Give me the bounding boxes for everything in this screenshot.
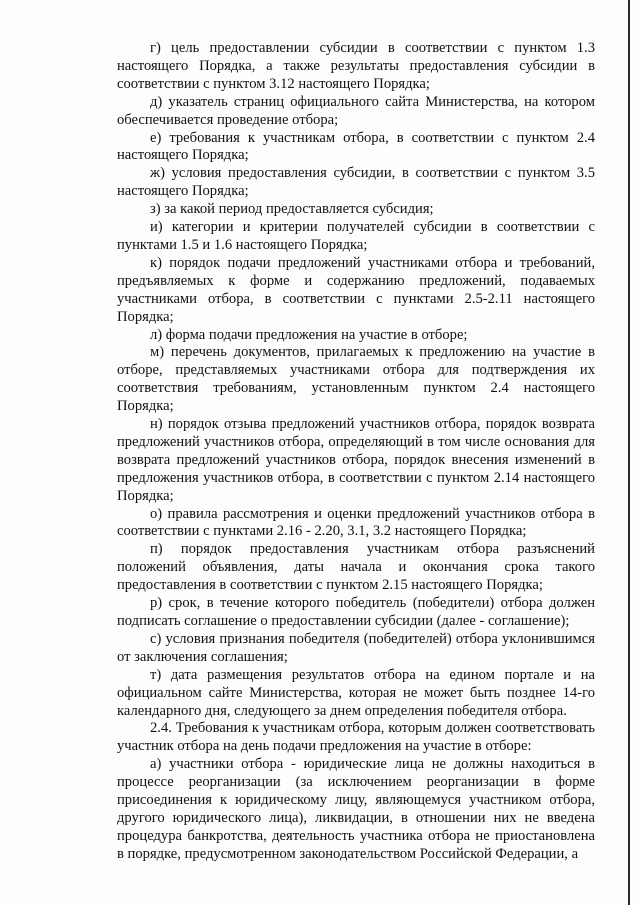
paragraph-item-m: м) перечень документов, прилагаемых к предложению на участие в отборе, представляемых участниками отбора для подтверждения их соответствия требованиям, установленным пунктом 2.4 настоящего Порядка;	[117, 344, 595, 415]
paragraph-item-i: и) категории и критерии получателей субсидии в соответствии с пунктами 1.5 и 1.6 настоящего Порядка;	[117, 219, 595, 253]
paragraph-item-l: л) форма подачи предложения на участие в отборе;	[150, 326, 468, 343]
paragraph-item-g: г) цель предоставлении субсидии в соответствии с пунктом 1.3 настоящего Порядка, а также результаты предоставления субсидии в соответствии с пунктом 3.12 настоящего Порядка;	[117, 40, 595, 92]
paragraph-item-k: к) порядок подачи предложений участниками отбора и требований, предъявляемых к форме и содержанию предложений, подаваемых участниками отбора, в соответствии с пунктами 2.5-2.11 настоящего Порядка;	[117, 254, 595, 325]
paragraph-item-a: а) участники отбора - юридические лица не должны находиться в процессе реорганизации (за исключением реорганизации в форме присоединения к юридическому лицу, являющемуся участником отбора, другого юридического лица), ликвидации, в отношении них не введена процедура банкротства, деятельность участника отбора не приостановлена в порядке, предусмотренном законодательством Российской Федерации, а	[117, 756, 595, 862]
paragraph-item-zh: ж) условия предоставления субсидии, в соответствии с пунктом 3.5 настоящего Порядка;	[117, 165, 595, 200]
document-body	[117, 40, 595, 864]
paragraph-item-e: е) требования к участникам отбора, в соответствии с пунктом 2.4 настоящего Порядка;	[117, 129, 595, 164]
paragraph-item-s: с) условия признания победителя (победителей) отбора уклонившимся от заключения соглашения;	[117, 630, 595, 665]
paragraph-item-n: н) порядок отзыва предложений участников отбора, порядок возврата предложений участников отбора, определяющий в том числе основания для возврата предложений участников отбора, порядок внесения изменений в предложения участников отбора, в соответствии с пунктом 2.14 настоящего Порядка;	[117, 416, 595, 504]
paragraph-item-r: р) срок, в течение которого победитель (победители) отбора должен подписать соглашение о предоставлении субсидии (далее - соглашение);	[117, 595, 595, 629]
paragraph-item-d: д) указатель страниц официального сайта Министерства, на котором обеспечивается проведение отбора;	[117, 93, 595, 128]
paragraph-item-p: п) порядок предоставления участникам отбора разъяснений положений объявления, даты начала и окончания срока такого предоставления в соответствии с пунктом 2.15 настоящего Порядка;	[117, 541, 595, 594]
paragraph-item-z: з) за какой период предоставляется субсидия;	[150, 201, 434, 218]
scan-border-line	[628, 0, 630, 905]
section-2-4-heading: 2.4. Требования к участникам отбора, которым должен соответствовать участник отбора на день подачи предложения на участие в отборе:	[117, 720, 595, 755]
paragraph-item-t: т) дата размещения результатов отбора на едином портале и на официальном сайте Министерства, которая не может быть позднее 14-го календарного дня, следующего за днем определения победителя отбора.	[117, 666, 595, 719]
paragraph-item-o: о) правила рассмотрения и оценки предложений участников отбора в соответствии с пунктами 2.16 - 2.20, 3.1, 3.2 настоящего Порядка;	[117, 505, 595, 540]
